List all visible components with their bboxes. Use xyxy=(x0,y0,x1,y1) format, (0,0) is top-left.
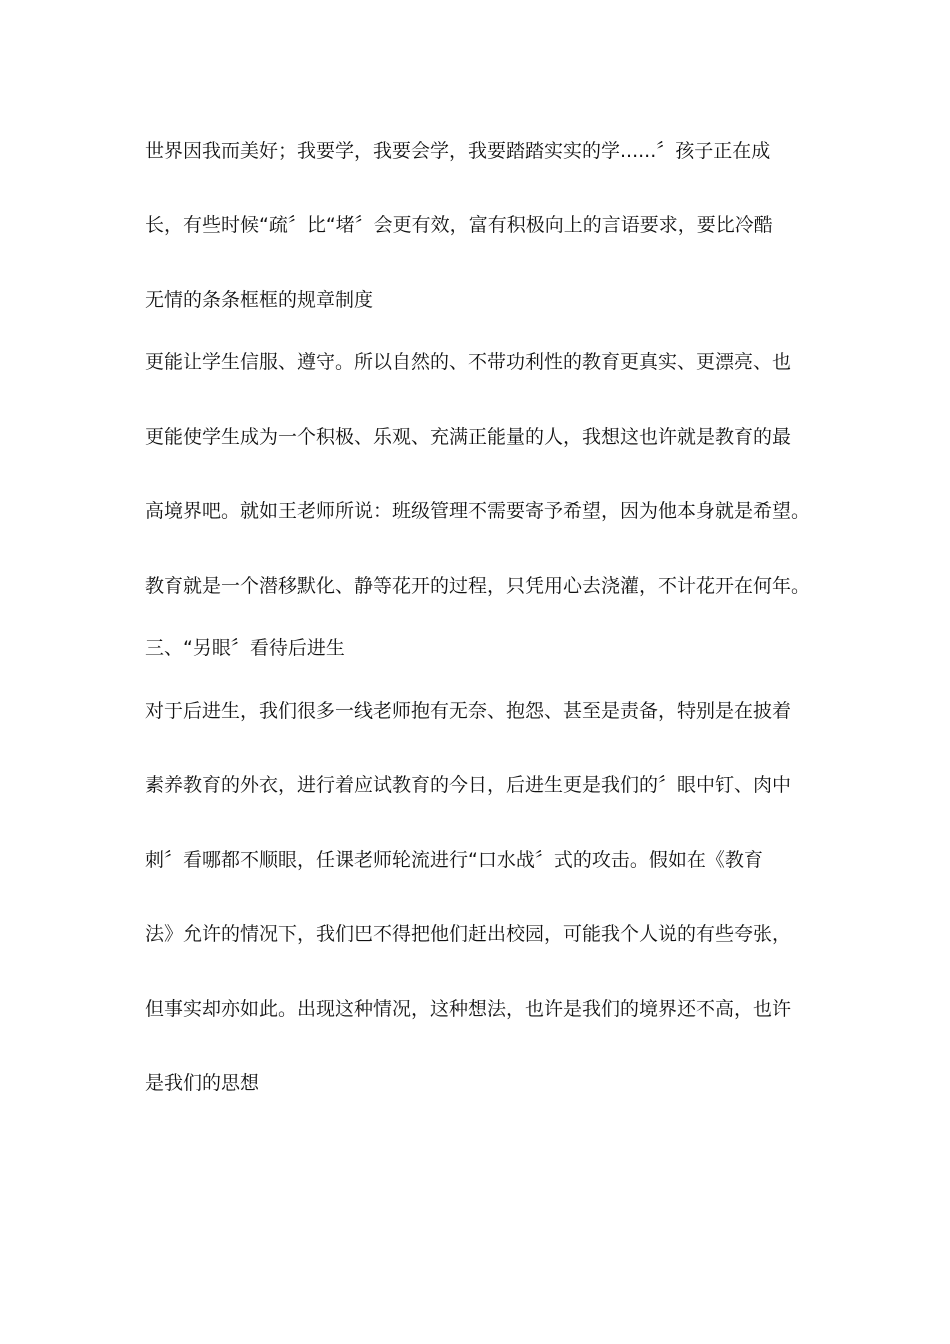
text-line-13: 但事实却亦如此。出现这种情况，这种想法，也许是我们的境界还不高，也许 xyxy=(145,998,792,1020)
text-line-7: 教育就是一个潜移默化、静等花开的过程，只凭用心去浇灌，不计花开在何年。 xyxy=(145,575,811,597)
text-line-12: 法》允许的情况下，我们巴不得把他们赶出校园，可能我个人说的有些夸张， xyxy=(145,923,792,945)
text-line-5: 更能使学生成为一个积极、乐观、充满正能量的人，我想这也许就是教育的最 xyxy=(145,426,792,448)
text-line-6: 高境界吧。就如王老师所说：班级管理不需要寄予希望，因为他本身就是希望。 xyxy=(145,500,811,522)
section-heading: 三、“另眼〞看待后进生 xyxy=(145,637,345,659)
text-line-3: 无情的条条框框的规章制度 xyxy=(145,289,374,311)
text-line-9: 对于后进生，我们很多一线老师抱有无奈、抱怨、甚至是责备，特别是在披着 xyxy=(145,700,792,722)
text-line-4: 更能让学生信服、遵守。所以自然的、不带功利性的教育更真实、更漂亮、也 xyxy=(145,351,792,373)
text-line-11: 刺〞看哪都不顺眼，任课老师轮流进行“口水战〞式的攻击。假如在《教育 xyxy=(145,849,763,871)
text-line-14: 是我们的思想 xyxy=(145,1072,260,1094)
text-line-2: 长，有些时候“疏〞比“堵〞会更有效，富有积极向上的言语要求，要比冷酷 xyxy=(145,214,773,236)
text-line-10: 素养教育的外衣，进行着应试教育的今日，后进生更是我们的〞眼中钉、肉中 xyxy=(145,774,792,796)
text-line-1: 世界因我而美好；我要学，我要会学，我要踏踏实实的学......〞孩子正在成 xyxy=(145,140,771,162)
